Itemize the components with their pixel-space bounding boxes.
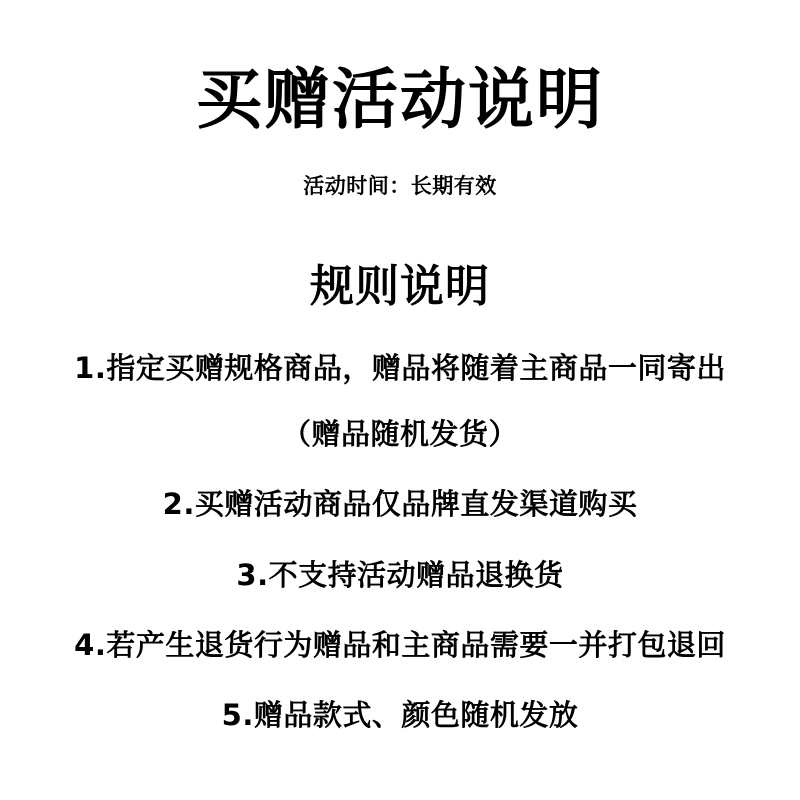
rule-item-2: 2.买赠活动商品仅品牌直发渠道购买 xyxy=(162,487,638,522)
rule-item-4: 4.若产生退货行为赠品和主商品需要一并打包退回 xyxy=(74,627,726,662)
page-title: 买赠活动说明 xyxy=(196,61,604,138)
rule-item-5: 5.赠品款式、颜色随机发放 xyxy=(221,698,579,733)
rules-section-title: 规则说明 xyxy=(310,260,490,312)
rule-item-3: 3.不支持活动赠品退换货 xyxy=(236,557,564,592)
rule-item-1: 1.指定买赠规格商品，赠品将随着主商品一同寄出 xyxy=(74,350,726,385)
rule-item-1-continuation: （赠品随机发货） xyxy=(281,417,518,452)
rules-list xyxy=(0,314,800,734)
activity-period-text: 活动时间：长期有效 xyxy=(303,173,497,198)
